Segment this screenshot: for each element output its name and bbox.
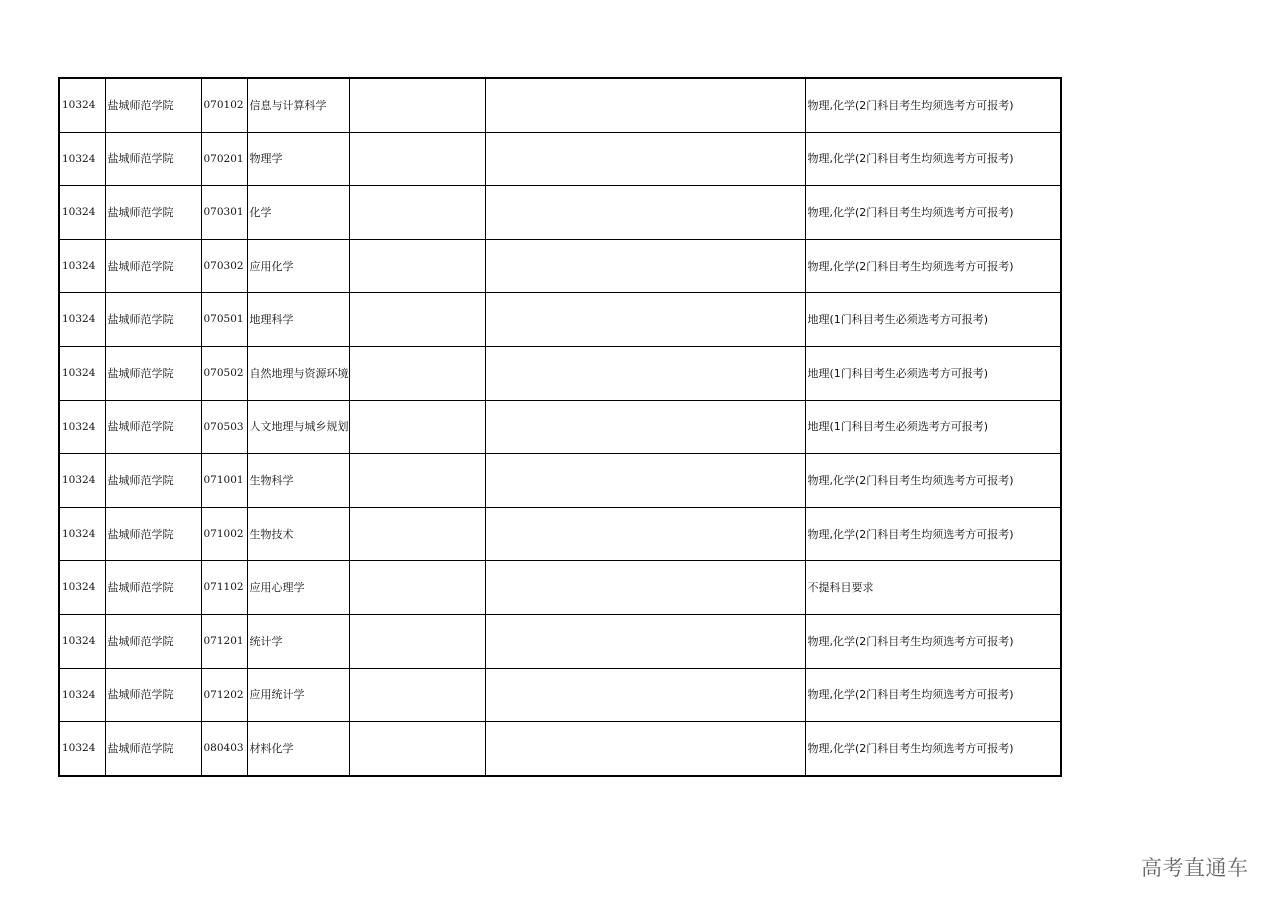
empty-cell [349, 293, 485, 347]
subject-requirement-cell: 物理,化学(2门科目考生均须选考方可报考) [805, 239, 1061, 293]
empty-cell [349, 561, 485, 615]
major-name-cell: 应用心理学 [247, 561, 349, 615]
major-name-cell: 化学 [247, 186, 349, 240]
school-name-cell: 盐城师范学院 [105, 346, 201, 400]
major-code-cell: 071102 [201, 561, 247, 615]
empty-cell [485, 400, 805, 454]
table-row [59, 293, 1061, 347]
table-row [59, 78, 1061, 132]
major-name-cell: 应用化学 [247, 239, 349, 293]
subject-requirement-cell: 物理,化学(2门科目考生均须选考方可报考) [805, 132, 1061, 186]
major-code-cell: 070201 [201, 132, 247, 186]
empty-cell [349, 400, 485, 454]
empty-cell [349, 668, 485, 722]
major-name-cell: 信息与计算科学 [247, 78, 349, 132]
school-code-cell: 10324 [59, 507, 105, 561]
table-row [59, 186, 1061, 240]
major-name-cell: 应用统计学 [247, 668, 349, 722]
major-name-cell: 人文地理与城乡规划 [247, 400, 349, 454]
empty-cell [349, 346, 485, 400]
school-code-cell: 10324 [59, 561, 105, 615]
school-name-cell: 盐城师范学院 [105, 561, 201, 615]
table-row [59, 561, 1061, 615]
school-name-cell: 盐城师范学院 [105, 668, 201, 722]
major-code-cell: 071202 [201, 668, 247, 722]
table-row [59, 454, 1061, 508]
empty-cell [485, 614, 805, 668]
major-code-cell: 070302 [201, 239, 247, 293]
major-code-cell: 070102 [201, 78, 247, 132]
empty-cell [349, 186, 485, 240]
empty-cell [485, 239, 805, 293]
school-code-cell: 10324 [59, 614, 105, 668]
table-body [59, 78, 1061, 776]
major-name-cell: 地理科学 [247, 293, 349, 347]
major-code-cell: 080403 [201, 722, 247, 776]
table-row [59, 400, 1061, 454]
school-code-cell: 10324 [59, 400, 105, 454]
school-name-cell: 盐城师范学院 [105, 293, 201, 347]
school-name-cell: 盐城师范学院 [105, 186, 201, 240]
empty-cell [349, 722, 485, 776]
major-code-cell: 070502 [201, 346, 247, 400]
empty-cell [349, 132, 485, 186]
empty-cell [485, 78, 805, 132]
major-name-cell: 物理学 [247, 132, 349, 186]
school-code-cell: 10324 [59, 239, 105, 293]
school-name-cell: 盐城师范学院 [105, 614, 201, 668]
school-code-cell: 10324 [59, 132, 105, 186]
school-code-cell: 10324 [59, 293, 105, 347]
school-name-cell: 盐城师范学院 [105, 132, 201, 186]
school-name-cell: 盐城师范学院 [105, 239, 201, 293]
school-name-cell: 盐城师范学院 [105, 722, 201, 776]
school-code-cell: 10324 [59, 454, 105, 508]
empty-cell [485, 722, 805, 776]
school-code-cell: 10324 [59, 346, 105, 400]
empty-cell [349, 239, 485, 293]
table-row [59, 614, 1061, 668]
empty-cell [485, 132, 805, 186]
major-name-cell: 统计学 [247, 614, 349, 668]
major-name-cell: 生物技术 [247, 507, 349, 561]
major-code-cell: 071001 [201, 454, 247, 508]
school-name-cell: 盐城师范学院 [105, 78, 201, 132]
subject-requirement-cell: 物理,化学(2门科目考生均须选考方可报考) [805, 507, 1061, 561]
major-code-cell: 070501 [201, 293, 247, 347]
subject-requirements-table [58, 77, 1062, 777]
subject-requirement-cell: 地理(1门科目考生必须选考方可报考) [805, 293, 1061, 347]
empty-cell [349, 507, 485, 561]
table-row [59, 507, 1061, 561]
watermark-text: 高考直通车 [1141, 856, 1249, 880]
major-code-cell: 071201 [201, 614, 247, 668]
subject-requirement-cell: 物理,化学(2门科目考生均须选考方可报考) [805, 186, 1061, 240]
major-code-cell: 070503 [201, 400, 247, 454]
major-name-cell: 自然地理与资源环境 [247, 346, 349, 400]
major-name-cell: 生物科学 [247, 454, 349, 508]
major-name-cell: 材料化学 [247, 722, 349, 776]
empty-cell [349, 454, 485, 508]
table-row [59, 668, 1061, 722]
empty-cell [485, 293, 805, 347]
school-code-cell: 10324 [59, 722, 105, 776]
school-code-cell: 10324 [59, 78, 105, 132]
empty-cell [485, 507, 805, 561]
subject-requirement-cell: 物理,化学(2门科目考生均须选考方可报考) [805, 78, 1061, 132]
table-row [59, 346, 1061, 400]
subject-requirement-cell: 物理,化学(2门科目考生均须选考方可报考) [805, 614, 1061, 668]
school-name-cell: 盐城师范学院 [105, 454, 201, 508]
subject-requirement-cell: 物理,化学(2门科目考生均须选考方可报考) [805, 454, 1061, 508]
major-code-cell: 071002 [201, 507, 247, 561]
subject-requirement-cell: 地理(1门科目考生必须选考方可报考) [805, 346, 1061, 400]
empty-cell [485, 186, 805, 240]
empty-cell [485, 454, 805, 508]
table-row [59, 722, 1061, 776]
empty-cell [349, 614, 485, 668]
school-name-cell: 盐城师范学院 [105, 400, 201, 454]
empty-cell [485, 668, 805, 722]
school-name-cell: 盐城师范学院 [105, 507, 201, 561]
empty-cell [485, 346, 805, 400]
major-code-cell: 070301 [201, 186, 247, 240]
empty-cell [349, 78, 485, 132]
table-row [59, 132, 1061, 186]
subject-requirement-cell: 物理,化学(2门科目考生均须选考方可报考) [805, 668, 1061, 722]
school-code-cell: 10324 [59, 186, 105, 240]
subject-requirement-cell: 物理,化学(2门科目考生均须选考方可报考) [805, 722, 1061, 776]
table-row [59, 239, 1061, 293]
empty-cell [485, 561, 805, 615]
subject-requirement-cell: 不提科目要求 [805, 561, 1061, 615]
subject-requirement-cell: 地理(1门科目考生必须选考方可报考) [805, 400, 1061, 454]
school-code-cell: 10324 [59, 668, 105, 722]
